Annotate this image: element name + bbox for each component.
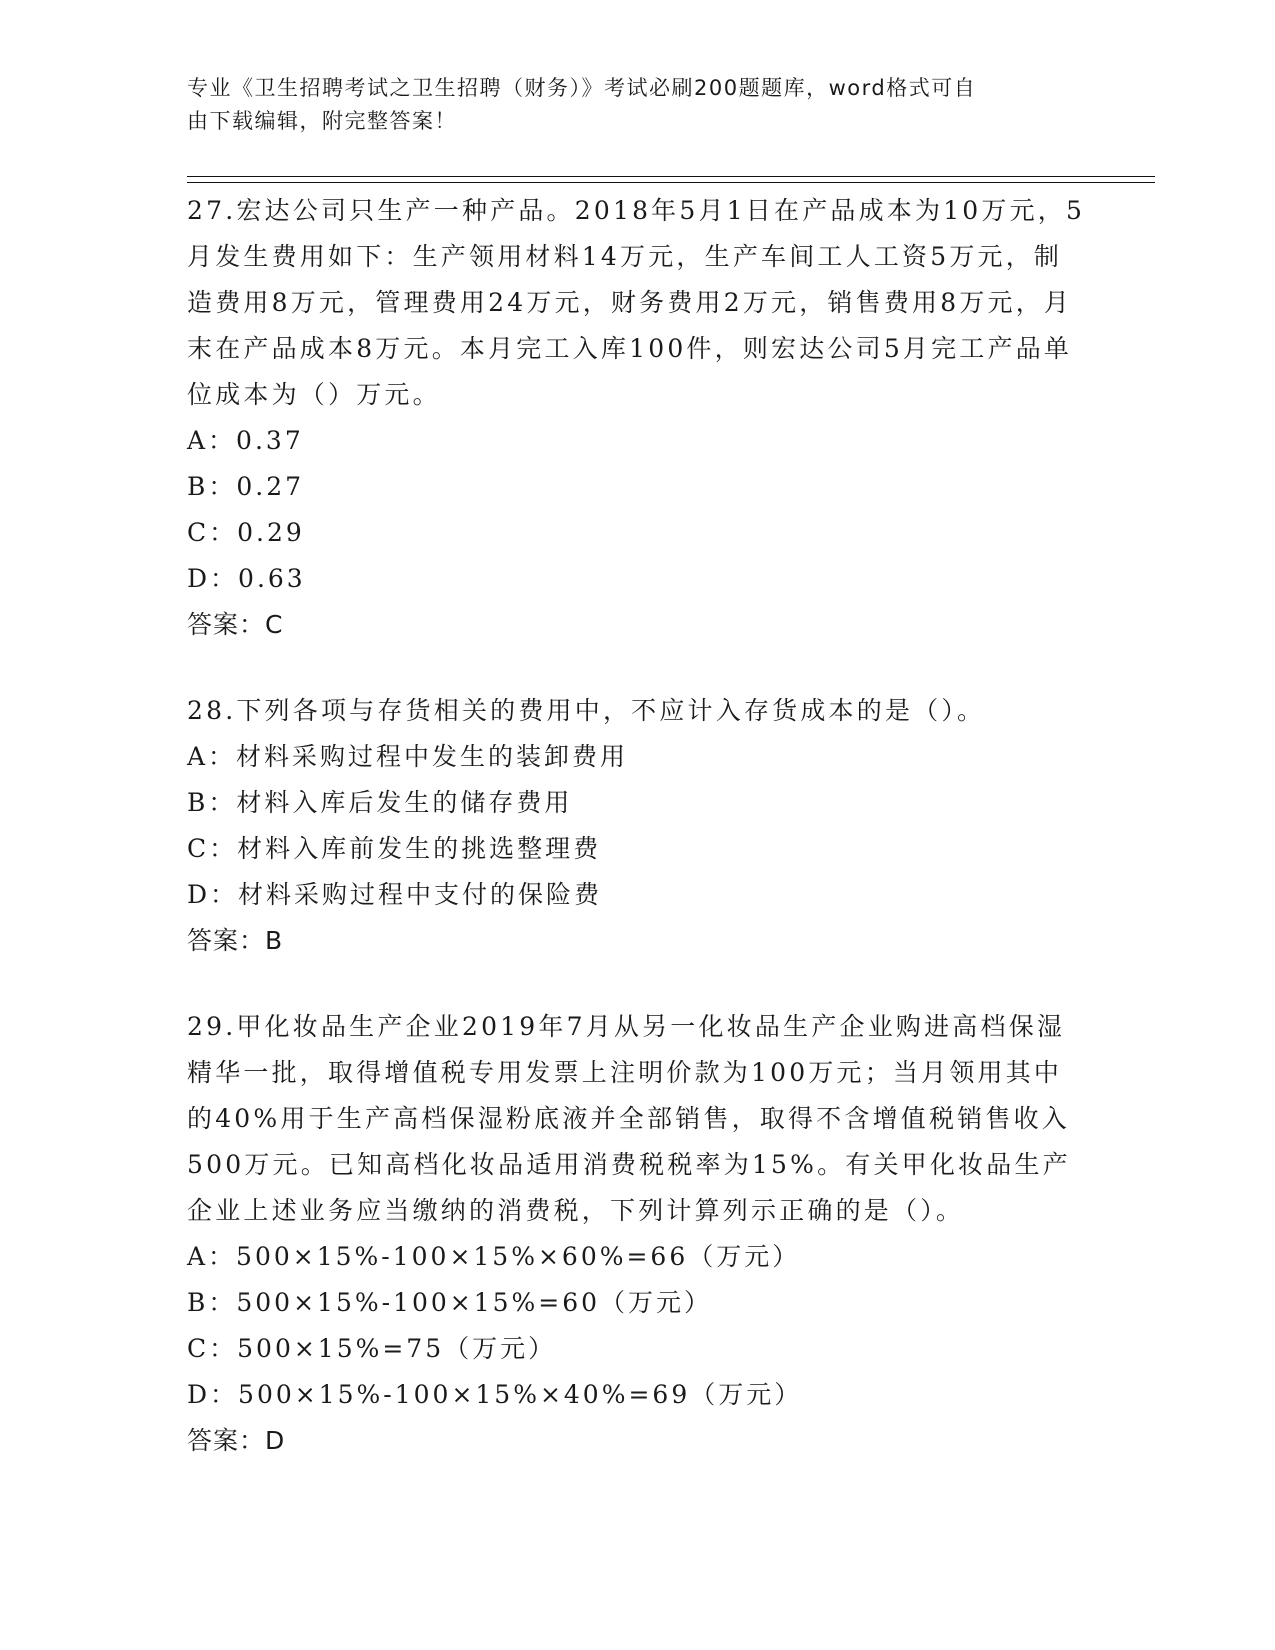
option-d: D：500×15%-100×15%×40%=69（万元） (187, 1380, 803, 1409)
header-line-1: 专业《卫生招聘考试之卫生招聘（财务）》考试必刷200题题库，word格式可自 (187, 76, 977, 100)
header-line-2: 由下载编辑，附完整答案！ (187, 109, 457, 133)
answer-label: 答案：C (187, 610, 284, 639)
option-a: A：500×15%-100×15%×60%=66（万元） (187, 1242, 801, 1271)
header-divider-top (187, 176, 1155, 177)
option-b: B：材料入库后发生的储存费用 (187, 788, 573, 817)
answer-label: 答案：B (187, 926, 284, 955)
question-28 (187, 688, 1087, 964)
option-c: C：0.29 (187, 518, 305, 547)
option-b: B：0.27 (187, 472, 305, 501)
option-b: B：500×15%-100×15%=60（万元） (187, 1288, 713, 1317)
option-c: C：500×15%=75（万元） (187, 1334, 557, 1363)
option-d: D：0.63 (187, 564, 306, 593)
document-header (187, 72, 1067, 138)
question-stem: 29.甲化妆品生产企业2019年7月从另一化妆品生产企业购进高档保湿精华一批，取得增值税专用发票上注明价款为100万元；当月领用其中的40%用于生产高档保湿粉底液并全部销售，取得不含增值税销售收入500万元。已知高档化妆品适用消费税税率为15%。有关甲化妆品生产企业上述业务应当缴纳的消费税，下列计算列示正确的是（）。 (187, 1012, 1071, 1225)
question-stem: 27.宏达公司只生产一种产品。2018年5月1日在产品成本为10万元，5月发生费用如下：生产领用材料14万元，生产车间工人工资5万元，制造费用8万元，管理费用24万元，财务费用2万元，销售费用8万元，月末在产品成本8万元。本月完工入库100件，则宏达公司5月完工产品单位成本为（）万元。 (187, 196, 1086, 409)
question-27 (187, 188, 1087, 648)
question-list (187, 188, 1087, 1504)
option-a: A：0.37 (187, 426, 304, 455)
answer-label: 答案：D (187, 1426, 286, 1455)
option-c: C：材料入库前发生的挑选整理费 (187, 834, 602, 863)
header-divider-bottom (187, 182, 1155, 183)
option-a: A：材料采购过程中发生的装卸费用 (187, 742, 629, 771)
question-stem: 28.下列各项与存货相关的费用中，不应计入存货成本的是（）。 (187, 696, 986, 725)
question-29 (187, 1004, 1087, 1464)
option-d: D：材料采购过程中支付的保险费 (187, 880, 603, 909)
